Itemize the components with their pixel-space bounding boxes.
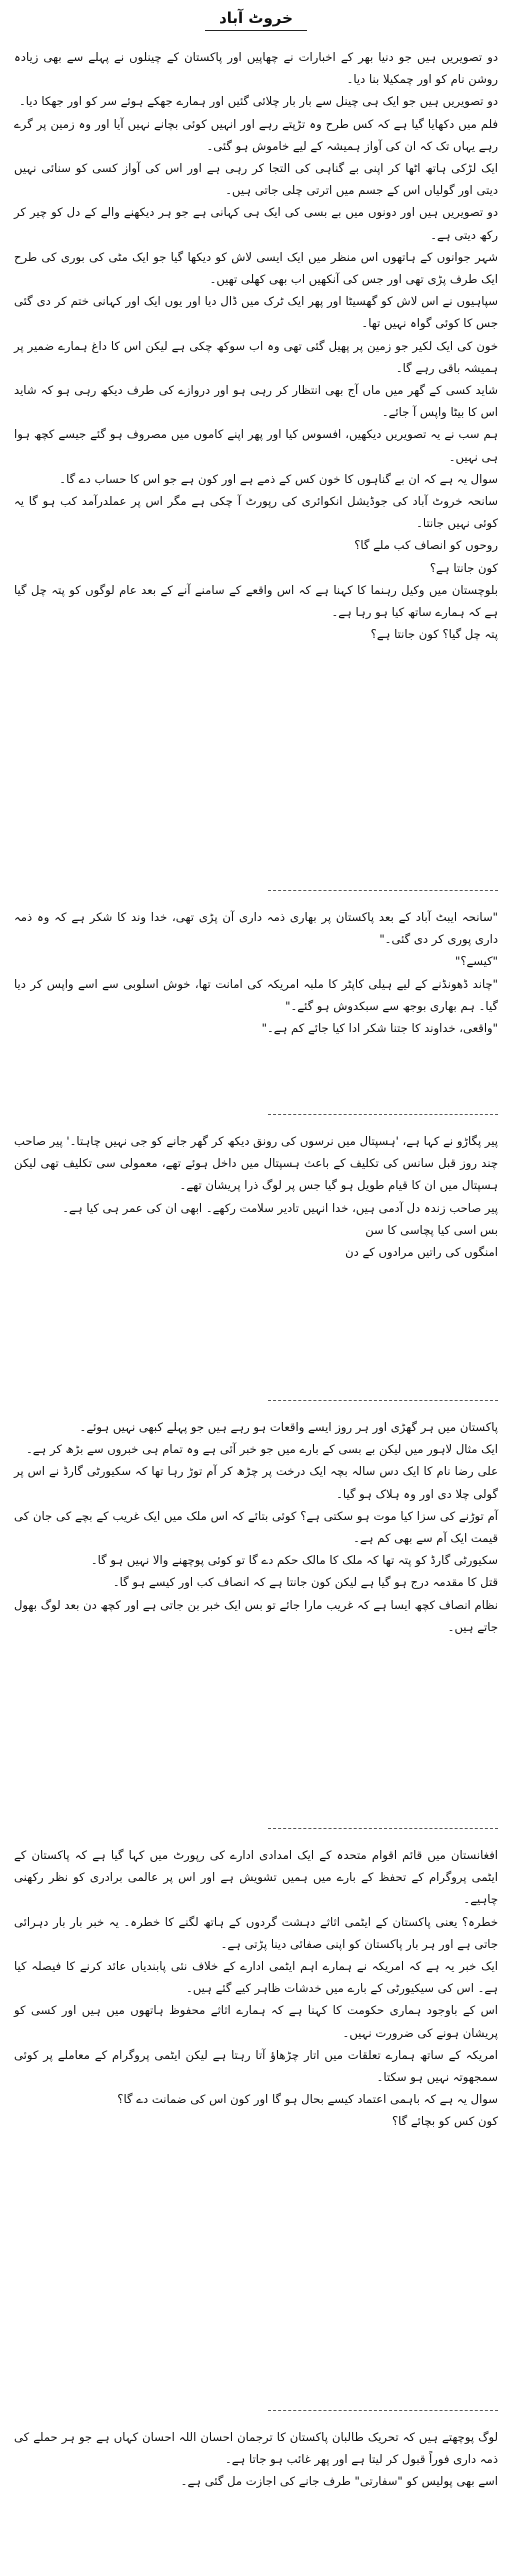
paragraph: پیر صاحب زندہ دل آدمی ہیں، خدا انہیں تادیر سلامت رکھے۔ ابھی ان کی عمر ہی کیا ہے۔ xyxy=(62,1200,498,1215)
paragraph: کون کس کو بچائے گا؟ xyxy=(391,2114,498,2129)
paragraph: ایک خبر یہ ہے کہ امریکہ نے ہمارے اہم ایٹمی ادارے کے خلاف نئی پابندیاں عائد کرنے کا فیصلہ کیا ہے۔ اس کی سیکیورٹی کے بارے میں خدشات ظاہر کیے گئے ہیں۔ xyxy=(14,1959,498,1996)
title-area xyxy=(0,8,512,31)
section-6 xyxy=(14,2426,498,2493)
paragraph: "واقعی، خداوند کا جتنا شکر ادا کیا جائے کم ہے۔" xyxy=(261,1021,498,1036)
paragraph: بلوچستان میں وکیل رہنما کا کہنا ہے کہ اس واقعے کے سامنے آنے کے بعد عام لوگوں کو پتہ چل گیا ہے کہ ہمارے ساتھ کیا ہو رہا ہے۔ xyxy=(14,582,498,620)
page-title: خروٹ آباد xyxy=(205,9,307,31)
paragraph: ایک مثال لاہور میں لیکن بے بسی کے بارے میں جو خبر آئی ہے وہ تمام ہی خبروں سے بڑھ کر ہے۔ xyxy=(25,1442,498,1457)
paragraph: علی رضا نام کا ایک دس سالہ بچہ ایک درخت پر چڑھ کر آم توڑ رہا تھا کہ سکیورٹی گارڈ نے اس پر گولی چلا دی اور وہ ہلاک ہو گیا۔ xyxy=(14,1464,498,1501)
paragraph: دو تصویریں ہیں اور دونوں میں بے بسی کی ایک ہی کہانی ہے جو ہر دیکھنے والے کے دل کو چیر کر رکھ دیتی ہے۔ xyxy=(14,205,498,242)
paragraph: سپاہیوں نے اس لاش کو گھسیٹا اور پھر ایک ٹرک میں ڈال دیا اور یوں ایک اور کہانی ختم کر دی گئی جس کا کوئی گواہ نہیں تھا۔ xyxy=(14,294,498,331)
paragraph: سانحہ خروٹ آباد کی جوڈیشل انکوائری کی رپورٹ آ چکی ہے مگر اس پر عملدرآمد کب ہو گا یہ کوئی نہیں جانتا۔ xyxy=(14,494,498,531)
section-2 xyxy=(14,906,498,1039)
paragraph: خون کی ایک لکیر جو زمین پر پھیل گئی تھی وہ اب سوکھ چکی ہے لیکن اس کا داغ ہمارے ضمیر پر ہمیشہ باقی رہے گا۔ xyxy=(14,338,498,375)
verse-line: امنگوں کی راتیں مرادوں کے دن xyxy=(345,1245,498,1260)
separator-2 xyxy=(14,1114,498,1115)
paragraph: سوال یہ ہے کہ ان بے گناہوں کا خون کس کے ذمے ہے اور کون ہے جو اس کا حساب دے گا۔ xyxy=(59,471,498,486)
section-3 xyxy=(14,1130,498,1263)
paragraph: شہر جوانوں کے ہاتھوں اس منظر میں ایک ایسی لاش کو دیکھا گیا جو ایک مٹی کی بوری کی طرح ایک طرف پڑی تھی اور جس کی آنکھیں اب بھی کھلی تھیں۔ xyxy=(14,249,498,287)
paragraph: امریکہ کے ساتھ ہمارے تعلقات میں اتار چڑھاؤ آتا رہتا ہے لیکن ایٹمی پروگرام کے معاملے پر کوئی سمجھوتہ نہیں ہو سکتا۔ xyxy=(14,2047,498,2085)
paragraph: سکیورٹی گارڈ کو پتہ تھا کہ ملک کا مالک حکم دے گا تو کوئی پوچھنے والا نہیں ہو گا۔ xyxy=(90,1553,498,1568)
separator-3 xyxy=(14,1400,498,1401)
paragraph: ایک لڑکی ہاتھ اٹھا کر اپنی بے گناہی کی التجا کر رہی ہے اور اس کی آواز کسی کو سنائی نہیں دیتی اور گولیاں اس کے جسم میں اترتی چلی جاتی ہیں۔ xyxy=(14,161,498,198)
paragraph: پتہ چل گیا؟ کون جانتا ہے؟ xyxy=(370,627,498,642)
paragraph: قتل کا مقدمہ درج ہو گیا ہے لیکن کون جانتا ہے کہ انصاف کب اور کیسے ہو گا۔ xyxy=(112,1575,498,1590)
paragraph: نظام انصاف کچھ ایسا ہے کہ غریب مارا جائے تو بس ایک خبر بن جاتی ہے اور کچھ دن بعد لوگ بھول جاتے ہیں۔ xyxy=(14,1597,498,1634)
paragraph: شاید کسی کے گھر میں ماں آج بھی انتظار کر رہی ہو اور دروازے کی طرف دیکھ رہی ہو کہ شاید اس کا بیٹا واپس آ جائے۔ xyxy=(14,383,498,420)
paragraph: فلم میں دکھایا گیا ہے کہ کس طرح وہ تڑپتے رہے اور انہیں کوئی بچانے نہیں آیا اور وہ زمین پر گرے رہے یہاں تک کہ ان کی آواز ہمیشہ کے لیے خاموش ہو گئی۔ xyxy=(14,116,498,153)
paragraph: "کیسے؟" xyxy=(455,954,498,969)
separator-5 xyxy=(14,2410,498,2411)
paragraph: کون جانتا ہے؟ xyxy=(429,560,498,575)
section-4 xyxy=(14,1416,498,1638)
paragraph: لوگ پوچھتے ہیں کہ تحریک طالبان پاکستان کا ترجمان احسان اللہ احسان کہاں ہے جو ہر حملے کی ذمہ داری فوراً قبول کر لیتا ہے اور پھر غائب ہو جاتا ہے۔ xyxy=(14,2430,498,2467)
separator-4 xyxy=(14,1828,498,1829)
section-5 xyxy=(14,1844,498,2133)
paragraph: روحوں کو انصاف کب ملے گا؟ xyxy=(354,538,498,553)
section-1 xyxy=(14,46,498,645)
paragraph: "سانحہ ایبٹ آباد کے بعد پاکستان پر بھاری ذمہ داری آن پڑی تھی، خدا وند کا شکر ہے کہ وہ ذمہ داری پوری کر دی گئی۔" xyxy=(14,910,498,947)
paragraph: دو تصویریں ہیں جو ایک ہی چینل سے بار بار چلائی گئیں اور ہمارے جھکے ہوئے سر کو اور جھکا دیا۔ xyxy=(18,94,498,109)
paragraph: افغانستان میں قائم اقوام متحدہ کے ایک امدادی ادارے کی رپورٹ میں کہا گیا ہے کہ پاکستان کے ایٹمی پروگرام کے تحفظ کے بارے میں ہمیں تشویش ہے اور اس پر عالمی برادری کو نظر رکھنی چاہیے۔ xyxy=(14,1848,498,1907)
paragraph: آم توڑنے کی سزا کیا موت ہو سکتی ہے؟ کوئی بتائے کہ اس ملک میں ایک غریب کے بچے کی جان کی قیمت ایک آم سے بھی کم ہے۔ xyxy=(14,1508,498,1546)
verse-line: بس اسی کیا پچاسی کا سن xyxy=(365,1222,498,1237)
paragraph: سوال یہ ہے کہ باہمی اعتماد کیسے بحال ہو گا اور کون اس کی ضمانت دے گا؟ xyxy=(117,2092,498,2107)
paragraph: پیر پگاڑو نے کہا ہے، 'ہسپتال میں نرسوں کی رونق دیکھ کر گھر جانے کو جی نہیں چاہتا۔' پیر صاحب چند روز قبل سانس کی تکلیف کے باعث ہسپتال میں داخل ہوئے تھے، معمولی سی تکلیف تھی لیکن ہسپتال میں ان کا قیام طویل ہو گیا جس پر لوگ ذرا پریشان تھے۔ xyxy=(14,1134,498,1193)
paragraph: خطرہ؟ یعنی پاکستان کے ایٹمی اثاثے دہشت گردوں کے ہاتھ لگنے کا خطرہ۔ یہ خبر بار بار دہرائی جاتی ہے اور ہر بار پاکستان کو اپنی صفائی دینا پڑتی ہے۔ xyxy=(14,1914,498,1951)
paragraph: "چاند ڈھونڈنے کے لیے ہیلی کاپٹر کا ملبہ امریکہ کی امانت تھا، خوش اسلوبی سے اسے واپس کر دیا گیا۔ ہم بھاری بوجھ سے سبکدوش ہو گئے۔" xyxy=(14,976,498,1013)
paragraph: دو تصویریں ہیں جو دنیا بھر کے اخبارات نے چھاپیں اور پاکستان کے چینلوں نے پہلے سے بھی زیادہ روشن نام کو اور چمکیلا بنا دیا۔ xyxy=(14,50,498,87)
paragraph: اس کے باوجود ہماری حکومت کا کہنا ہے کہ ہمارے اثاثے محفوظ ہاتھوں میں ہیں اور کسی کو پریشان ہونے کی ضرورت نہیں۔ xyxy=(14,2003,498,2040)
paragraph: اسے بھی پولیس کو "سفارتی" طرف جانے کی اجازت مل گئی ہے۔ xyxy=(180,2474,498,2489)
paragraph: پاکستان میں ہر گھڑی اور ہر روز ایسے واقعات ہو رہے ہیں جو پہلے کبھی نہیں ہوئے۔ xyxy=(79,1420,498,1434)
paragraph: ہم سب نے یہ تصویریں دیکھیں، افسوس کیا اور پھر اپنے کاموں میں مصروف ہو گئے جیسے کچھ ہوا ہی نہیں۔ xyxy=(14,427,498,464)
separator-1 xyxy=(14,890,498,891)
